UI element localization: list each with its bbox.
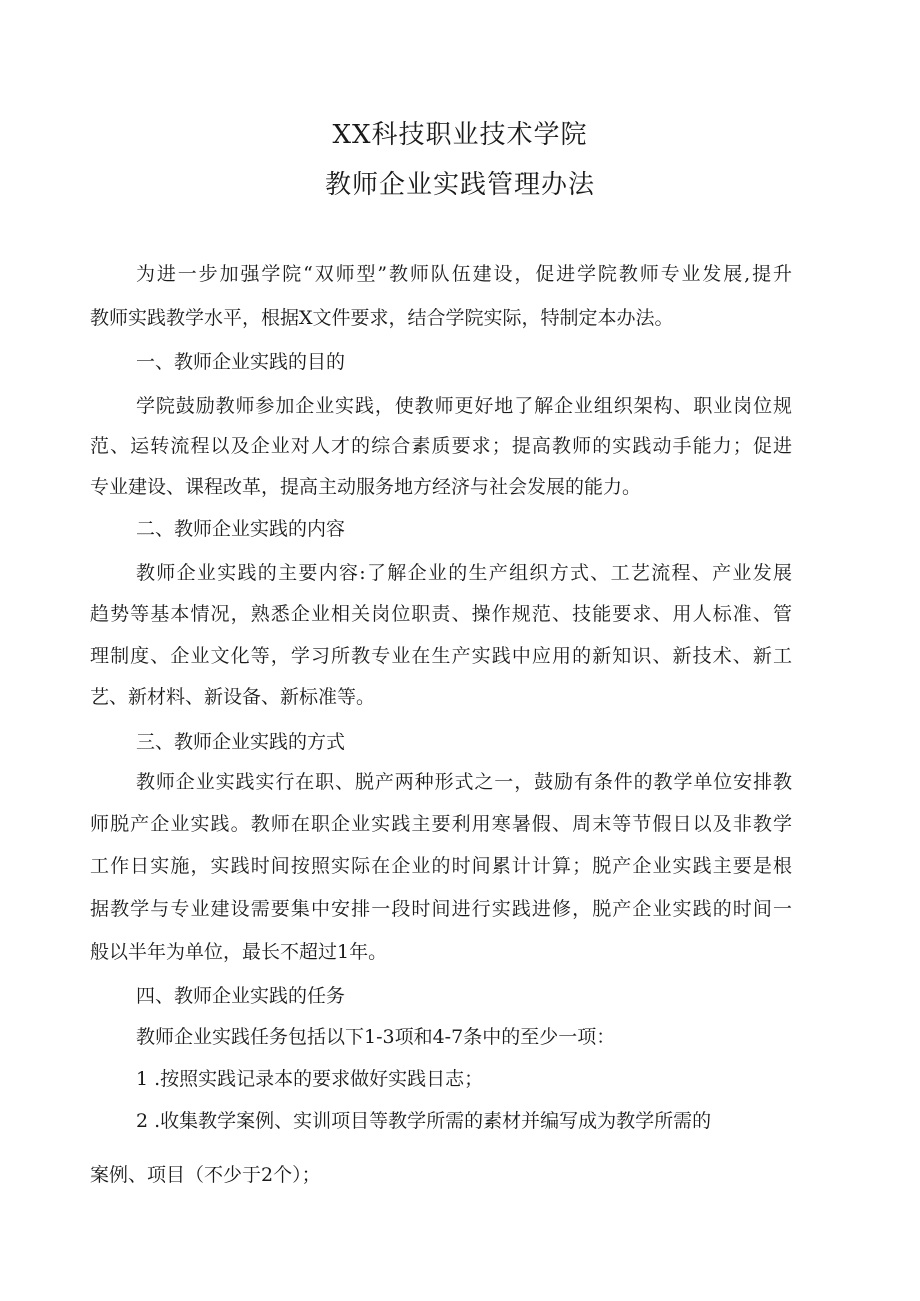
section-3-line-5: 般以半年为单位，最长不超过1年。 bbox=[90, 941, 388, 963]
section-1-line-1: 学院鼓励教师参加企业实践，使教师更好地了解企业组织架构、职业岗位规 bbox=[136, 395, 792, 417]
section-3-heading: 三、教师企业实践的方式 bbox=[136, 731, 346, 753]
section-3-line-4: 据教学与专业建设需要集中安排一段时间进行实践进修，脱产企业实践的时间一 bbox=[90, 898, 792, 920]
section-4-item-1: 1 .按照实践记录本的要求做好实践日志； bbox=[136, 1068, 484, 1090]
section-1-heading: 一、教师企业实践的目的 bbox=[136, 351, 346, 373]
document-title-regulation: 教师企业实践管理办法 bbox=[324, 170, 595, 200]
section-1-line-3: 专业建设、课程改革，提高主动服务地方经济与社会发展的能力。 bbox=[90, 476, 642, 498]
section-3-line-2: 师脱产企业实践。教师在职企业实践主要利用寒暑假、周末等节假日以及非教学 bbox=[90, 813, 792, 835]
section-4-item-2-line-2: 案例、项目（不少于2个）； bbox=[90, 1164, 321, 1186]
section-2-line-4: 艺、新材料、新设备、新标准等。 bbox=[90, 686, 376, 708]
intro-paragraph-line-2: 教师实践教学水平，根据X文件要求，结合学院实际，特制定本办法。 bbox=[90, 307, 674, 329]
section-4-heading: 四、教师企业实践的任务 bbox=[136, 985, 346, 1007]
section-3-line-3: 工作日实施，实践时间按照实际在企业的时间累计计算；脱产企业实践主要是根 bbox=[90, 855, 792, 877]
section-4-item-2-line-1: 2 .收集教学案例、实训项目等教学所需的素材并编写成为教学所需的 bbox=[136, 1110, 712, 1132]
document-title-institution: XX科技职业技术学院 bbox=[332, 120, 588, 150]
section-2-line-1: 教师企业实践的主要内容:了解企业的生产组织方式、工艺流程、产业发展 bbox=[136, 562, 792, 584]
section-2-heading: 二、教师企业实践的内容 bbox=[136, 518, 346, 540]
section-2-line-3: 理制度、企业文化等，学习所教专业在生产实践中应用的新知识、新技术、新工 bbox=[90, 645, 792, 667]
intro-paragraph-line-1: 为进一步加强学院“双师型”教师队伍建设，促进学院教师专业发展,提升 bbox=[136, 263, 792, 285]
section-3-line-1: 教师企业实践实行在职、脱产两种形式之一，鼓励有条件的教学单位安排教 bbox=[136, 771, 792, 793]
section-4-line-1: 教师企业实践任务包括以下1-3项和4-7条中的至少一项： bbox=[136, 1026, 616, 1048]
section-1-line-2: 范、运转流程以及企业对人才的综合素质要求；提高教师的实践动手能力；促进 bbox=[90, 435, 792, 457]
section-2-line-2: 趋势等基本情况，熟悉企业相关岗位职责、操作规范、技能要求、用人标准、管 bbox=[90, 603, 792, 625]
